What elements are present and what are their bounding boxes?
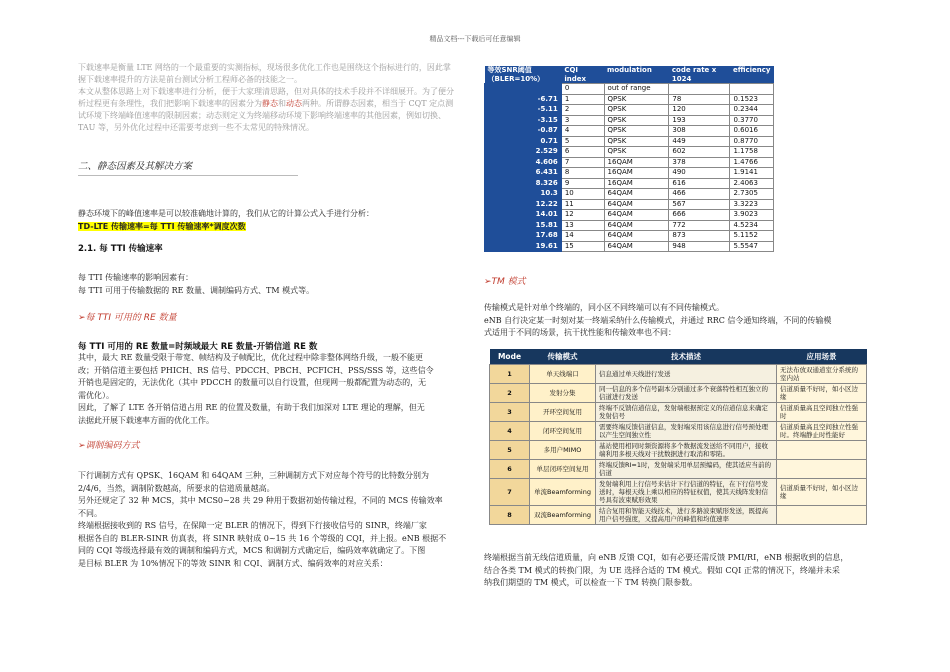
tm-desc-cell: 同一信息的多个信号副本分别通过多个衰落特性相互独立的信道进行发送 <box>596 384 777 403</box>
efficiency-cell: 1.1758 <box>730 147 774 158</box>
header-mode: Mode <box>490 349 530 365</box>
tm-mode-cell: 1 <box>490 365 530 384</box>
tm-scene-cell: 信道质量不好时，如小区边缘 <box>777 384 867 403</box>
cqi-table-row <box>485 241 774 252</box>
efficiency-cell: 1.9141 <box>730 168 774 179</box>
tm-desc-cell: 结合复用和智能天线技术，进行多路波束赋形发送，既提高用户信号强度，又提高用户的峰值和均值速率 <box>596 506 777 525</box>
modulation-cell: 16QAM <box>604 178 669 189</box>
code-rate-cell: 616 <box>669 178 730 189</box>
snr-cell: -6.71 <box>485 94 562 105</box>
tm-mode-cell: 7 <box>490 479 530 506</box>
tm-desc-cell: 终端反馈RI=1时，发射端采用单层预编码，使其适应当前的信道 <box>596 460 777 479</box>
tm-mode-cell: 4 <box>490 422 530 441</box>
snr-cell <box>485 84 562 95</box>
cqi-table-row <box>485 136 774 147</box>
tm-intro-paragraph: 传输模式是针对单个终端的，同小区不同终端可以有不同传输模式。 eNB 自行决定某一时刻对某一终端采纳什么传输模式，并通过 RRC 信令通知终端，不同的传输模 式适用于不同的场景，抗干扰性能和传输效率也不同： <box>484 303 832 337</box>
modulation-cell: 64QAM <box>604 210 669 221</box>
snr-cell: -0.87 <box>485 126 562 137</box>
cqi-table-row <box>485 147 774 158</box>
efficiency-cell: 0.2344 <box>730 105 774 116</box>
modulation-cell: QPSK <box>604 94 669 105</box>
modulation-cell: 64QAM <box>604 220 669 231</box>
tm-name-cell: 单流Beamforming <box>530 479 596 506</box>
tm-name-cell: 单天线端口 <box>530 365 596 384</box>
efficiency-cell: 0.1523 <box>730 94 774 105</box>
modulation-cell: 64QAM <box>604 199 669 210</box>
header-tech-desc: 技术描述 <box>596 349 777 365</box>
cqi-table-row <box>485 115 774 126</box>
intro-line: 下载速率是衡量 LTE 网络的一个最重要的实测指标，现场很多优化工作也是围绕这个指标进行的，因此掌 <box>78 63 451 72</box>
code-rate-cell <box>669 84 730 95</box>
cqi-table-row <box>485 94 774 105</box>
cqi-table-row <box>485 189 774 200</box>
snr-cell: -3.15 <box>485 115 562 126</box>
efficiency-cell: 0.6016 <box>730 126 774 137</box>
header-code-rate: code rate x 1024 <box>669 66 730 84</box>
modulation-cell: QPSK <box>604 147 669 158</box>
tm-mode-table <box>489 349 867 525</box>
cqi-index-cell: 8 <box>561 168 604 179</box>
cqi-index-cell: 2 <box>561 105 604 116</box>
subsection-2-1-title: 2.1. 每 TTI 传输速率 <box>78 244 163 254</box>
efficiency-cell: 3.9023 <box>730 210 774 221</box>
code-rate-cell: 308 <box>669 126 730 137</box>
snr-cell: 15.81 <box>485 220 562 231</box>
code-rate-cell: 449 <box>669 136 730 147</box>
code-rate-cell: 772 <box>669 220 730 231</box>
cqi-index-cell: 4 <box>561 126 604 137</box>
efficiency-cell: 2.7305 <box>730 189 774 200</box>
cqi-table-row <box>485 126 774 137</box>
tm-mode-cell: 3 <box>490 403 530 422</box>
section-divider <box>78 175 298 176</box>
efficiency-cell: 5.5547 <box>730 241 774 252</box>
modulation-cell: QPSK <box>604 105 669 116</box>
tti-factors: 每 TTI 传输速率的影响因素有： 每 TTI 可用于传输数据的 RE 数量、调制编码方式、TM 模式等。 <box>78 273 315 295</box>
re-count-heading: ➢每 TTI 可用的 RE 数量 <box>78 313 177 323</box>
snr-cell: 0.71 <box>485 136 562 147</box>
tm-scene-cell: 信道质量不好时，如小区边缘 <box>777 479 867 506</box>
tm-desc-cell: 基站使用相同时频资源将多个数据流发送给不同用户，接收端利用多根天线对干扰数据进行取消和零陷。 <box>596 441 777 460</box>
formula-line <box>78 221 246 234</box>
code-rate-cell: 193 <box>669 115 730 126</box>
cqi-index-cell: 12 <box>561 210 604 221</box>
cqi-table-header <box>485 66 774 84</box>
code-rate-cell: 666 <box>669 210 730 221</box>
tm-scene-cell <box>777 506 867 525</box>
cqi-table-row <box>485 220 774 231</box>
cqi-index-cell: 3 <box>561 115 604 126</box>
tm-mode-cell: 5 <box>490 441 530 460</box>
code-rate-cell: 873 <box>669 231 730 242</box>
rate-formula: TD-LTE 传输速率=每 TTI 传输速率*调度次数 <box>78 222 246 231</box>
modulation-cell: 16QAM <box>604 157 669 168</box>
efficiency-cell: 4.5234 <box>730 220 774 231</box>
cqi-table-row <box>485 168 774 179</box>
code-rate-cell: 78 <box>669 94 730 105</box>
re-count-paragraph: 其中，最大 RE 数量受限于带宽、帧结构及子帧配比，优化过程中除非整体网络升级，一般不能更 改；开销信道主要包括 PHICH、RS 信号、PDCCH、PBCH、PCFICH、PSS/SSS 等，这些信令 开销也是固定的，无法优化（其中 PDCCH 的数量可以自行设置，但现网一般都配置为动态的，无 需优化）。 因此，了解了 LTE 各开销信道占用 RE 的位置及数量，有助于我们加深对 LTE 理论的理解，但无 法据此开展下载速率方面的优化工作。 <box>78 353 434 425</box>
tm-name-cell: 单层闭环空间复用 <box>530 460 596 479</box>
code-rate-cell: 466 <box>669 189 730 200</box>
code-rate-cell: 120 <box>669 105 730 116</box>
cqi-table-row <box>485 231 774 242</box>
cqi-table-row <box>485 84 774 95</box>
intro-line: 本文从整体思路上对下载速率进行分析，便于大家理清思路，但对具体的技术手段并不详细展开。为了便分 <box>78 87 454 96</box>
tm-table-row <box>490 479 867 506</box>
code-rate-cell: 378 <box>669 157 730 168</box>
static-intro: 静态环境下的峰值速率是可以较准确地计算的，我们从它的计算公式入手进行分析： <box>78 209 374 218</box>
efficiency-cell: 3.3223 <box>730 199 774 210</box>
modulation-coding-paragraph: 下行调制方式有 QPSK、16QAM 和 64QAM 三种，三种调制方式下对应每个符号的比特数分别为 2/4/6，当然，调制阶数越高，所要求的信道质量越高。 另外还规定了 32 种 MCS，其中 MCS0~28 共 29 种用于数据初始传输过程，不同的 MCS 传输效率 不同。 终端根据接收到的 RS 信号，在保障一定 BLER 的情况下，得到下行接收信号的 SINR，终端厂家 根据各自的 BLER-SINR 仿真表，将 SINR 映射成 0~15 共 16 个等级的 CQI，并上报。eNB 根据不 同的 CQI 等级选择最有效的调制和编码方式，MCS 和调制方式确定后，编码效率就确定了。下图 是目标 BLER 为 10%情况下的等效 SINR 和 CQI、调制方式、编码效率的对应关系： <box>78 471 447 568</box>
modulation-cell: 64QAM <box>604 241 669 252</box>
efficiency-cell: 5.1152 <box>730 231 774 242</box>
cqi-index-cell: 13 <box>561 220 604 231</box>
cqi-table-row <box>485 178 774 189</box>
snr-cell: 17.68 <box>485 231 562 242</box>
dynamic-keyword: 动态 <box>286 99 302 108</box>
efficiency-cell: 1.4766 <box>730 157 774 168</box>
tm-scene-cell: 信道质量高且空间独立性强时。终端静止时性能好 <box>777 422 867 441</box>
tm-table-row <box>490 441 867 460</box>
tm-scene-cell <box>777 460 867 479</box>
tm-name-cell: 闭环空间复用 <box>530 422 596 441</box>
snr-cell: 6.431 <box>485 168 562 179</box>
cqi-index-cell: 11 <box>561 199 604 210</box>
tm-table-header <box>490 349 867 365</box>
efficiency-cell <box>730 84 774 95</box>
tm-name-cell: 多用户MIMO <box>530 441 596 460</box>
efficiency-cell: 0.8770 <box>730 136 774 147</box>
tm-table-row <box>490 422 867 441</box>
cqi-index-cell: 0 <box>561 84 604 95</box>
header-note: 精品文档---下载后可任意编辑 <box>429 35 521 43</box>
snr-cell: 19.61 <box>485 241 562 252</box>
tm-table-row <box>490 365 867 384</box>
snr-cell: -5.11 <box>485 105 562 116</box>
modulation-cell: 64QAM <box>604 189 669 200</box>
tm-mode-cell: 2 <box>490 384 530 403</box>
code-rate-cell: 567 <box>669 199 730 210</box>
header-efficiency: efficiency <box>730 66 774 84</box>
tm-outro-paragraph: 终端根据当前无线信道质量，向 eNB 反馈 CQI，如有必要还需反馈 PMI/RI，eNB 根据收到的信息， 结合各类 TM 模式的转换门限，为 UE 选择合适的 TM 模式。假如 CQI 正常的情况下，终端并未采 纳我们期望的 TM 模式，可以检查一下 TM 转换门限参数。 <box>484 553 849 587</box>
tm-name-cell: 发射分集 <box>530 384 596 403</box>
modulation-cell: QPSK <box>604 115 669 126</box>
cqi-table-row <box>485 210 774 221</box>
tm-mode-cell: 8 <box>490 506 530 525</box>
tm-mode-cell: 6 <box>490 460 530 479</box>
intro-line: 析过程更有条理性，我们把影响下载速率的因素分为静态和动态两种。所谓静态因素，相当于 CQT 定点测 <box>78 99 454 108</box>
snr-cell: 8.326 <box>485 178 562 189</box>
tm-table-row <box>490 384 867 403</box>
re-count-formula: 每 TTI 可用的 RE 数量=时频域最大 RE 数量-开销信道 RE 数 <box>78 342 318 352</box>
snr-cell: 4.606 <box>485 157 562 168</box>
tm-scene-cell: 信道质量高且空间独立性强时 <box>777 403 867 422</box>
intro-line: TAU 等，另外优化过程中还需要考虑到一些不太常见的特殊情况。 <box>78 123 314 132</box>
tm-name-cell: 开环空间复用 <box>530 403 596 422</box>
tm-table-row <box>490 460 867 479</box>
cqi-index-cell: 9 <box>561 178 604 189</box>
cqi-table-row <box>485 199 774 210</box>
cqi-index-cell: 5 <box>561 136 604 147</box>
intro-paragraph <box>78 62 478 134</box>
code-rate-cell: 602 <box>669 147 730 158</box>
snr-cell: 10.3 <box>485 189 562 200</box>
section2-title: 二、静态因素及其解决方案 <box>78 161 193 172</box>
modulation-cell: QPSK <box>604 126 669 137</box>
modulation-cell: out of range <box>604 84 669 95</box>
modulation-cell: 64QAM <box>604 231 669 242</box>
snr-cell: 12.22 <box>485 199 562 210</box>
tm-scene-cell <box>777 441 867 460</box>
tm-name-cell: 双流Beamforming <box>530 506 596 525</box>
cqi-index-cell: 6 <box>561 147 604 158</box>
cqi-index-cell: 10 <box>561 189 604 200</box>
code-rate-cell: 490 <box>669 168 730 179</box>
cqi-mapping-table <box>484 66 774 252</box>
tm-desc-cell: 发射端利用上行信号来估计下行信道的特征，在下行信号发送时，每根天线上乘以相应的特征权值，使其天线阵发射信号具有波束赋形效果 <box>596 479 777 506</box>
modulation-coding-heading: ➢调制编码方式 <box>78 441 140 451</box>
tm-mode-heading: ➢TM 模式 <box>484 277 526 287</box>
static-keyword: 静态 <box>262 99 278 108</box>
tm-scene-cell: 无法布放双通道室分系统的室内站 <box>777 365 867 384</box>
snr-cell: 14.01 <box>485 210 562 221</box>
code-rate-cell: 948 <box>669 241 730 252</box>
header-cqi: CQI index <box>561 66 604 84</box>
cqi-index-cell: 15 <box>561 241 604 252</box>
header-tm-name: 传输模式 <box>530 349 596 365</box>
tm-desc-cell: 需要终端反馈信道信息，发射端采用该信息进行信号预处理以产生空间独立性 <box>596 422 777 441</box>
tm-table-row <box>490 403 867 422</box>
tm-desc-cell: 信息通过单天线进行发送 <box>596 365 777 384</box>
intro-line: 握下载速率提升的方法是前台测试分析工程师必备的技能之一。 <box>78 75 302 84</box>
header-scene: 应用场景 <box>777 349 867 365</box>
cqi-index-cell: 7 <box>561 157 604 168</box>
modulation-cell: 16QAM <box>604 168 669 179</box>
header-snr: 等效SNR阈值 （BLER=10%） <box>485 66 562 84</box>
cqi-table-row <box>485 157 774 168</box>
header-modulation: modulation <box>604 66 669 84</box>
cqi-index-cell: 14 <box>561 231 604 242</box>
efficiency-cell: 2.4063 <box>730 178 774 189</box>
tm-table-row <box>490 506 867 525</box>
efficiency-cell: 0.3770 <box>730 115 774 126</box>
snr-cell: 2.529 <box>485 147 562 158</box>
modulation-cell: QPSK <box>604 136 669 147</box>
cqi-table-row <box>485 105 774 116</box>
intro-line: 试环境下终端峰值速率的限制因素；动态则定义为终端移动环境下影响终端速率的其他因素，例如切换、 <box>78 111 446 120</box>
tm-desc-cell: 终端不反馈信道信息，发射端根据预定义的信道信息来确定发射信号 <box>596 403 777 422</box>
cqi-index-cell: 1 <box>561 94 604 105</box>
